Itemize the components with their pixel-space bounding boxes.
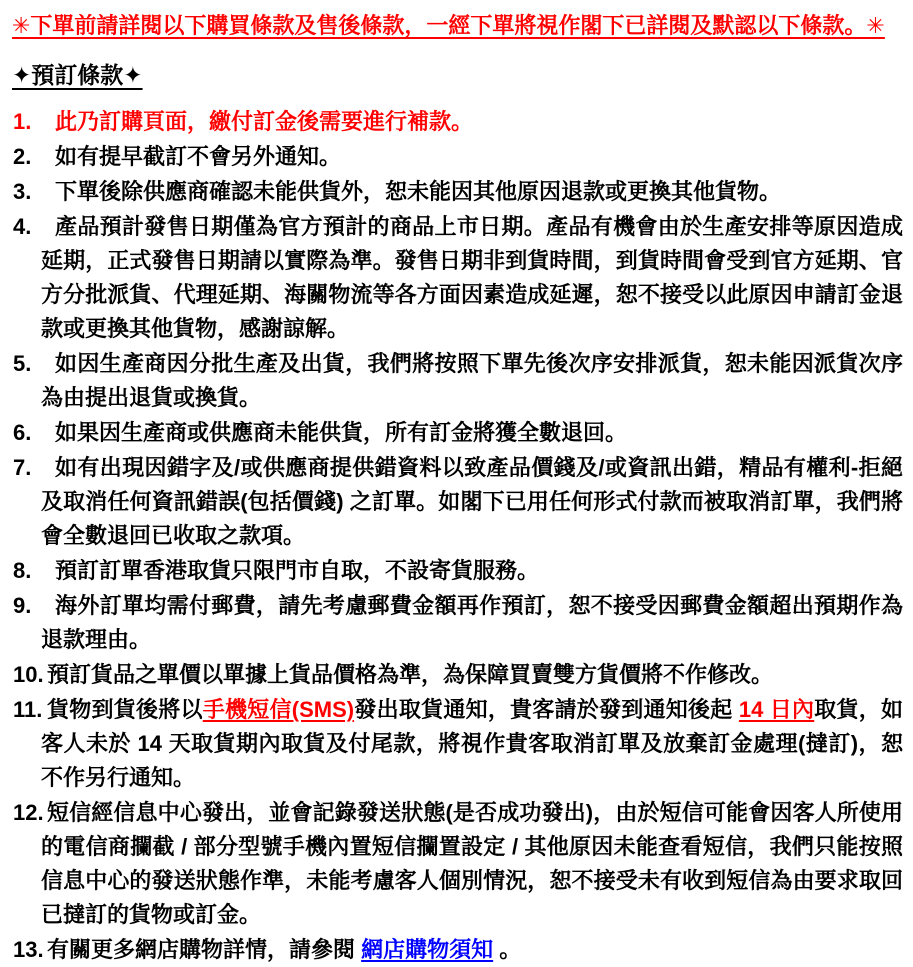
term-text: 如果因生產商或供應商未能供貨，所有訂金將獲全數退回。 [55, 420, 628, 445]
term-item-5 [12, 347, 903, 415]
term-item-2 [12, 140, 903, 174]
term-item-9 [12, 589, 903, 657]
sms-pickup-notice-emphasis: 手機短信(SMS) [202, 697, 355, 722]
term-number: 8. [13, 558, 32, 583]
store-shopping-guide-link[interactable]: 網店購物須知 [361, 937, 494, 962]
term-item-6 [12, 416, 903, 450]
term-number: 10. [13, 662, 44, 687]
top-notice: ✳下單前請詳閱以下購買條款及售後條款，一經下單將視作閣下已詳閱及默認以下條款。✳ [12, 13, 885, 38]
term-text: 海外訂單均需付郵費，請先考慮郵費金額再作預訂，恕不接受因郵費金額超出預期作為退款理由。 [41, 593, 903, 652]
term-item-10 [12, 658, 903, 692]
term-number: 6. [13, 420, 32, 445]
term-item-4 [12, 210, 903, 346]
term-number: 7. [13, 455, 32, 480]
term-item-12 [12, 796, 903, 932]
term-item-8 [12, 554, 903, 588]
term-text: 如有出現因錯字及/或供應商提供錯資料以致產品價錢及/或資訊出錯，精品有權利-拒絕及取消任何資訊錯誤(包括價錢) 之訂單。如閣下已用任何形式付款而被取消訂單，我們將會全數退回已收取之款項。 [41, 455, 903, 548]
term-text: 貨物到貨後將以 [47, 697, 203, 722]
term-text: 預訂訂單香港取貨只限門市自取，不設寄貨服務。 [55, 558, 540, 583]
term-item-7 [12, 451, 903, 553]
section-title [12, 60, 903, 90]
term-text: 有關更多網店購物詳情，請參閱 [47, 937, 362, 962]
term-text: 預訂貨品之單價以單據上貨品價格為準，為保障買賣雙方貨價將不作修改。 [47, 662, 774, 687]
term-number: 9. [13, 593, 32, 618]
terms-list [12, 105, 903, 967]
term-number: 11. [13, 697, 43, 722]
term-item-11 [12, 693, 903, 795]
term-text: 如因生產商因分批生產及出貨，我們將按照下單先後次序安排派貨，恕未能因派貨次序為由提出退貨或換貨。 [41, 351, 903, 410]
term-number: 1. [13, 109, 32, 134]
term-text: 此乃訂購頁面，繳付訂金後需要進行補款。 [55, 109, 474, 134]
term-number: 13. [13, 937, 44, 962]
term-text: 發出取貨通知，貴客請於發到通知後起 [354, 697, 739, 722]
term-number: 3. [13, 179, 32, 204]
term-text: 如有提早截訂不會另外通知。 [55, 144, 342, 169]
term-text: 下單後除供應商確認未能供貨外，恕未能因其他原因退款或更換其他貨物。 [55, 179, 782, 204]
term-text: 短信經信息中心發出，並會記錄發送狀態(是否成功發出)，由於短信可能會因客人所使用的電信商攔截 / 部分型號手機內置短信攔置設定 / 其他原因未能查看短信，我們只能按照信息中心的發送狀態作準，未能考慮客人個別情況，恕不接受未有收到短信為由要求取回已撻訂的貨物或訂金。 [41, 800, 903, 927]
term-number: 12. [13, 800, 44, 825]
term-item-1 [12, 105, 903, 139]
term-text: 產品預計發售日期僅為官方預計的商品上市日期。產品有機會由於生產安排等原因造成延期，正式發售日期請以實際為準。發售日期非到貨時間，到貨時間會受到官方延期、官方分批派貨、代理延期、海關物流等各方面因素造成延遲，恕不接受以此原因申請訂金退款或更換其他貨物，感謝諒解。 [41, 214, 903, 341]
term-number: 2. [13, 144, 32, 169]
term-number: 5. [13, 351, 32, 376]
term-item-3 [12, 175, 903, 209]
term-text: 。 [493, 937, 522, 962]
term-text: 取貨，如客人未於 14 天取貨期內取貨及付尾款，將視作貴客取消訂單及放棄訂金處理(撻訂)，恕不作另行通知。 [41, 697, 903, 790]
section-title-text: ✦預訂條款✦ [12, 62, 143, 88]
term-item-13 [12, 933, 903, 967]
term-number: 4. [13, 214, 32, 239]
pickup-deadline-emphasis: 14 日內 [738, 697, 815, 722]
